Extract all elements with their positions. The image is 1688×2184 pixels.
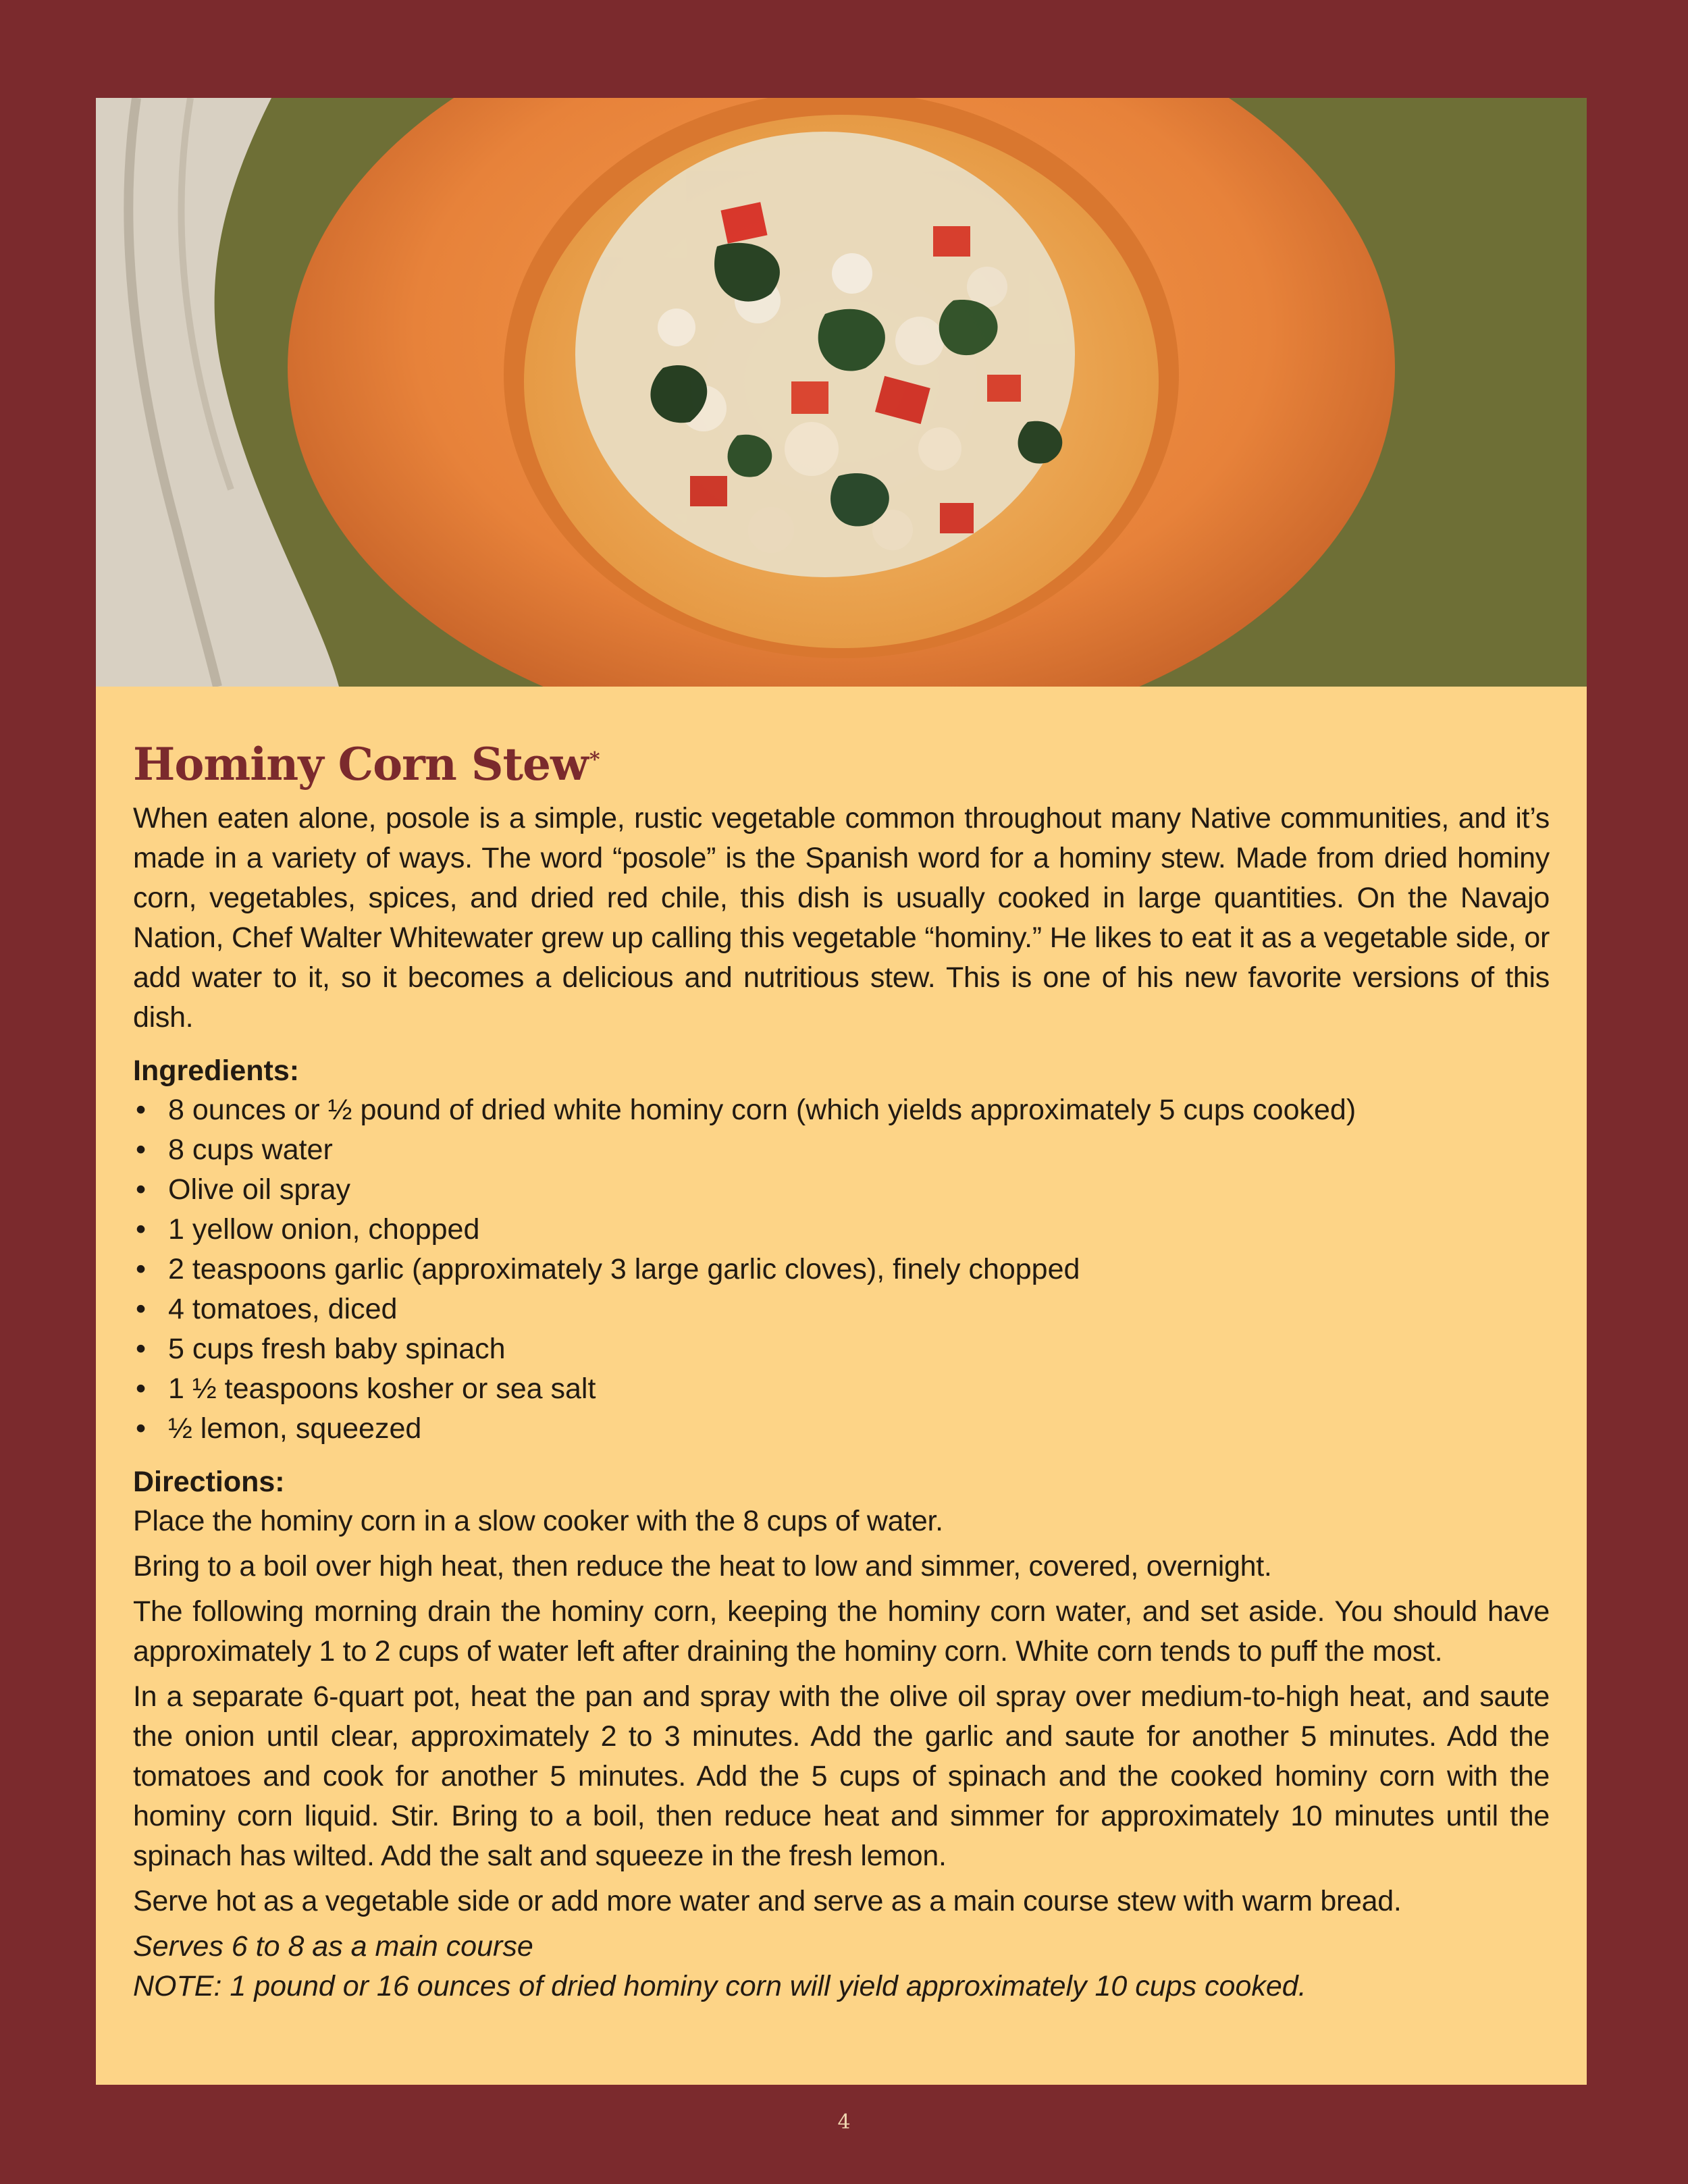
serves-note: Serves 6 to 8 as a main course [133, 1930, 533, 1963]
ingredient-item: • 4 tomatoes, diced [133, 1289, 1550, 1329]
direction-step: In a separate 6-quart pot, heat the pan and spray with the olive oil spray over medium-to-high heat, and saute the onion until clear, approximately 2 to 3 minutes. Add the garlic and saute for another 5 minutes. Add the tomatoes and cook for another 5 minutes. Add the 5 cups of spinach and the cooked hominy corn with the hominy corn liquid. Stir. Bring to a boil, then reduce heat and simmer for approximately 10 minutes until the spinach has wilted. Add the salt and squeeze in the fresh lemon. [133, 1680, 1550, 1872]
recipe-intro: When eaten alone, posole is a simple, rustic vegetable common throughout many Native communities, and it’s made in a variety of ways. The word “posole” is the Spanish word for a hominy stew. Made from dried hominy corn, vegetables, spices, and dried red chile, this dish is usually cooked in large quantities. On the Navajo Nation, Chef Walter Whitewater grew up calling this vegetable “hominy.” He likes to eat it as a vegetable side, or add water to it, so it becomes a delicious and nutritious stew. This is one of his new favorite versions of this dish. [133, 802, 1550, 1034]
ingredient-item: • 2 teaspoons garlic (approximately 3 large garlic cloves), finely chopped [133, 1250, 1550, 1289]
bullet-icon: • [136, 1333, 147, 1365]
page-number: 4 [837, 2110, 851, 2134]
ingredients-list [133, 1090, 1550, 1449]
recipe-title: Hominy Corn Stew* [133, 738, 600, 791]
title-footnote-mark: * [589, 748, 600, 772]
bullet-icon: • [136, 1373, 147, 1405]
direction-step: Place the hominy corn in a slow cooker with the 8 cups of water. [133, 1505, 943, 1537]
bullet-icon: • [136, 1213, 147, 1246]
ingredient-item: • Olive oil spray [133, 1170, 1550, 1210]
ingredient-item: • 5 cups fresh baby spinach [133, 1329, 1550, 1369]
ingredient-item: • 1 yellow onion, chopped [133, 1210, 1550, 1250]
direction-step: The following morning drain the hominy corn, keeping the hominy corn water, and set aside. You should have approximately 1 to 2 cups of water left after draining the hominy corn. White corn tends to puff the most. [133, 1595, 1550, 1668]
bullet-icon: • [136, 1293, 147, 1325]
directions-heading: Directions: [133, 1466, 285, 1498]
bullet-icon: • [136, 1253, 147, 1285]
yield-note: NOTE: 1 pound or 16 ounces of dried hominy corn will yield approximately 10 cups cooked. [133, 1970, 1307, 2002]
recipe-card [96, 687, 1587, 2085]
ingredient-item: • ½ lemon, squeezed [133, 1409, 1550, 1449]
stew-bowl-illustration [96, 98, 1587, 687]
bullet-icon: • [136, 1134, 147, 1166]
ingredient-item: • 8 ounces or ½ pound of dried white hominy corn (which yields approximately 5 cups cooked) [133, 1090, 1550, 1130]
bullet-icon: • [136, 1173, 147, 1206]
ingredients-heading: Ingredients: [133, 1055, 300, 1087]
direction-step: Serve hot as a vegetable side or add more water and serve as a main course stew with warm bread. [133, 1885, 1402, 1917]
direction-step: Bring to a boil over high heat, then reduce the heat to low and simmer, covered, overnight. [133, 1550, 1272, 1582]
ingredient-item: • 1 ½ teaspoons kosher or sea salt [133, 1369, 1550, 1409]
ingredient-item: • 8 cups water [133, 1130, 1550, 1170]
hero-photo [96, 98, 1587, 687]
bullet-icon: • [136, 1094, 147, 1126]
bullet-icon: • [136, 1412, 147, 1445]
